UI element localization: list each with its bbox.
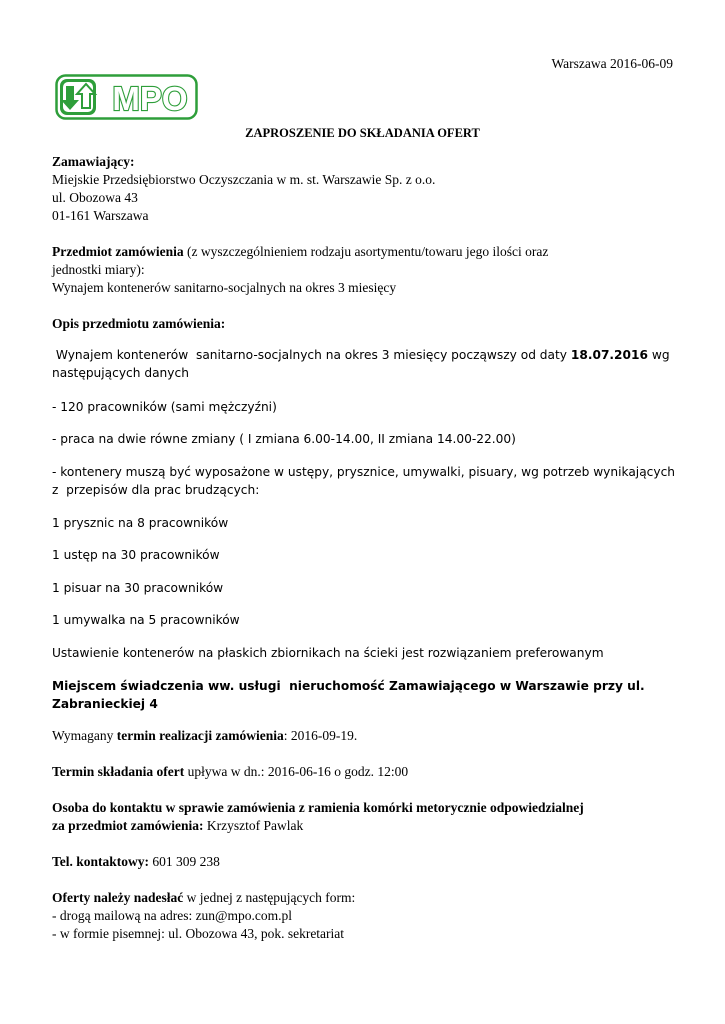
intro-end: wg xyxy=(647,348,670,362)
description-intro-cont: następujących danych xyxy=(52,366,189,380)
subject-label: Przedmiot zamówienia xyxy=(52,244,184,259)
contractor-label: Zamawiający: xyxy=(52,154,135,169)
submission-deadline xyxy=(52,763,408,781)
completion-deadline xyxy=(52,727,357,745)
contractor-city: 01-161 Warszawa xyxy=(52,208,149,223)
contact-label: Osoba do kontaktu w sprawie zamówienia z ramienia komórki metorycznie odpowiedzialnej xyxy=(52,800,584,815)
service-location-cont: Zabranieckiej 4 xyxy=(52,697,158,711)
submission-label: Termin składania ofert xyxy=(52,764,185,779)
offers-text: w jednej z następujących form: xyxy=(183,890,356,905)
list-item: - 120 pracowników (sami mężczyźni) xyxy=(52,400,277,414)
subject-line xyxy=(52,243,548,261)
contact-label-cont: za przedmiot zamówienia: xyxy=(52,818,204,833)
offer-option-written: - w formie pisemnej: ul. Obozowa 43, pok. sekretariat xyxy=(52,926,345,941)
ratio-item: 1 prysznic na 8 pracowników xyxy=(52,516,229,530)
ratio-item: 1 ustęp na 30 pracowników xyxy=(52,548,220,562)
contact-phone xyxy=(52,853,220,871)
offers-label: Oferty należy nadesłać xyxy=(52,890,184,905)
description-heading: Opis przedmiotu zamówienia: xyxy=(52,316,226,331)
subject-note-cont: jednostki miary): xyxy=(52,262,145,277)
service-location: Miejscem świadczenia ww. usługi nieruchomość Zamawiającego w Warszawie przy ul. xyxy=(52,679,645,693)
offer-option-email: - drogą mailową na adres: zun@mpo.com.pl xyxy=(52,908,292,923)
description-intro xyxy=(52,346,670,364)
list-item-cont: z przepisów dla prac brudzących: xyxy=(52,483,260,497)
intro-text: Wynajem kontenerów sanitarno-socjalnych na okres 3 miesięcy począwszy od daty xyxy=(52,348,571,362)
logo-text: MPO xyxy=(112,80,188,117)
offers-line xyxy=(52,889,355,907)
preference-note: Ustawienie kontenerów na płaskich zbiornikach na ścieki jest rozwiązaniem preferowanym xyxy=(52,646,604,660)
contact-line xyxy=(52,817,303,835)
contractor-name: Miejskie Przedsiębiorstwo Oczyszczania w m. st. Warszawie Sp. z o.o. xyxy=(52,172,436,187)
list-item: - kontenery muszą być wyposażone w ustępy, prysznice, umywalki, pisuary, wg potrzeb wynikających xyxy=(52,465,675,479)
start-date: 18.07.2016 xyxy=(570,348,648,362)
document-date: Warszawa 2016-06-09 xyxy=(551,56,673,71)
phone-label: Tel. kontaktowy: xyxy=(52,854,150,869)
deadline-prefix: Wymagany xyxy=(52,728,117,743)
deadline-label: termin realizacji zamówienia xyxy=(116,728,284,743)
deadline-value: : 2016-09-19. xyxy=(283,728,358,743)
ratio-item: 1 pisuar na 30 pracowników xyxy=(52,581,224,595)
subject-text: Wynajem kontenerów sanitarno-socjalnych na okres 3 miesięcy xyxy=(52,280,397,295)
contact-person: Krzysztof Pawlak xyxy=(203,818,304,833)
mpo-logo xyxy=(55,74,198,120)
ratio-item: 1 umywalka na 5 pracowników xyxy=(52,613,240,627)
phone-number: 601 309 238 xyxy=(149,854,220,869)
list-item: - praca na dwie równe zmiany ( I zmiana 6.00-14.00, II zmiana 14.00-22.00) xyxy=(52,432,516,446)
document-title: ZAPROSZENIE DO SKŁADANIA OFERT xyxy=(245,126,480,140)
subject-note: (z wyszczególnieniem rodzaju asortymentu/towaru jego ilości oraz xyxy=(186,244,549,259)
submission-value: upływa w dn.: 2016-06-16 o godz. 12:00 xyxy=(184,764,409,779)
contractor-street: ul. Obozowa 43 xyxy=(52,190,138,205)
